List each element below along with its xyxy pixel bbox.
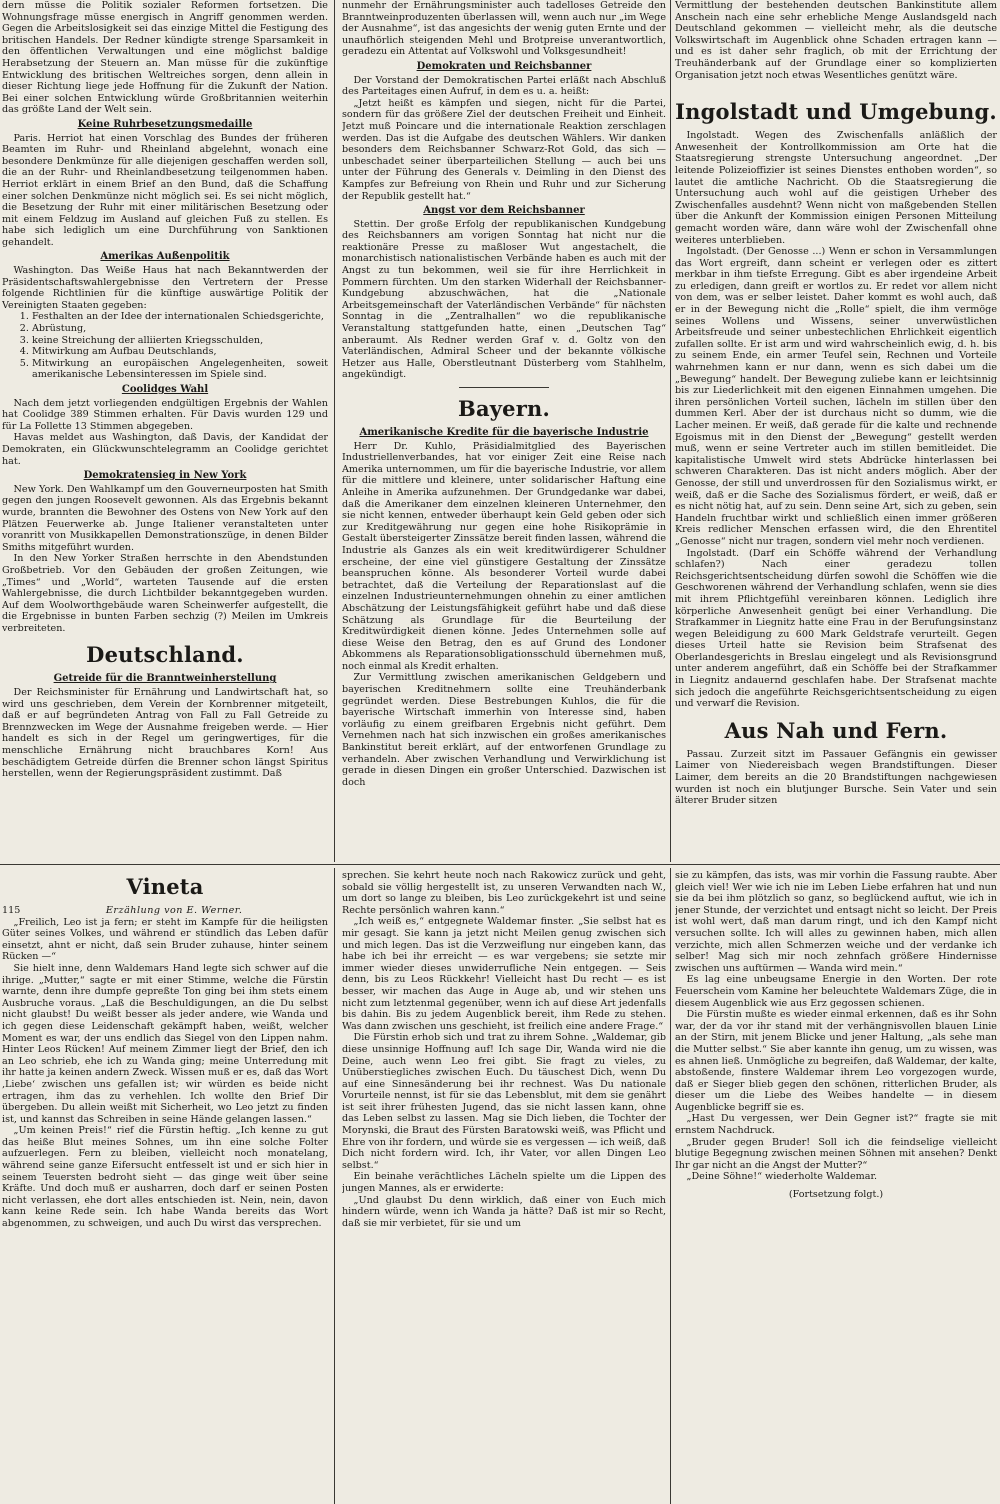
paragraph: Die Fürstin erhob sich und trat zu ihrem Sohne. „Waldemar, gib diese unsinnige Hoffnung auf! Ich sage Dir, Wanda wird nie die Deine, auch wenn Leo frei gibt. Sie fragt zu vieles, zu Unüberstiegliches zwischen Euch. Du täuschest Dich, wenn Du auf eine Sinnesänderung bei ihr rechnest. Was Du nationale Vorurteile nennst, ist für sie das Lebensblut, mit dem sie genährt ist seit ihrer frühesten Jugend, das sie nicht lassen kann, ohne das Leben selbst zu lassen. Mag sie Dich lieben, die Tochter der Morynski, die Braut des Fürsten Baratowski weiß, was Pflicht und Ehre von ihr fordern, und würde sie es vergessen — ich weiß, daß Dich nicht fordern wird. Ich, ihr Vater, vor allen Dingen Leo selbst.“ <box>342 1032 666 1171</box>
article-heading: Getreide für die Branntweinherstellung <box>53 673 277 685</box>
policy-list <box>2 311 328 381</box>
article-heading: Keine Ruhrbesetzungsmedaille <box>77 118 253 130</box>
paragraph: Die Fürstin mußte es wieder einmal erkennen, daß es ihr Sohn war, der da vor ihr stand mit der verhängnisvollen blauen Linie an der Stirn, mit jenem Blicke und jener Haltung, „als sehe man die Mutter selbst.“ Sie aber kannte ihn genug, um zu wissen, was es ahnen ließ. Unmögliche zu begreifen, daß Waldemar, der kalte, abstoßende, finstere Waldemar ihrem Leo vorgezogen wurde, daß er Sieger blieb gegen den schönen, ritterlichen Bruder, als dieser um die Liebe des Weibes handelte — in diesem Augenblicke begriff sie es. <box>675 1009 997 1113</box>
paragraph: Nach dem jetzt vorliegenden endgültigen Ergebnis der Wahlen hat Coolidge 389 Stimmen erhalten. Für Davis wurden 129 und für La Follette 13 Stimmen abgegeben. <box>2 397 328 432</box>
paragraph: Ingolstadt. Wegen des Zwischenfalls anläßlich der Anwesenheit der Kontrollkommission am Orte hat die Staatsregierung strengste Untersuchung angeordnet. „Der leitende Polizeioffizier ist seines Dienstes enthoben worden“, so lautet die amtliche Nachricht. Ob die Staatsregierung die Untersuchung auch wohl auf die geistigen Urheber des Zwischenfalles ausdehnt? Wenn nicht von maßgebenden Stellen über die Ankunft der Kommission einigen Personen Mitteilung gemacht worden wäre, dann wäre wohl der Zwischenfall ohne weiteres unterblieben. <box>675 130 997 246</box>
paragraph: Vermittlung der bestehenden deutschen Bankinstitute allem Anschein nach eine sehr erhebliche Menge Auslandsgeld nach Deutschland gekommen — vielleicht mehr, als die deutsche Volkswirtschaft im Augenblick ohne Schaden ertragen kann — und es ist daher sehr fraglich, ob mit der Errichtung der Treuhänderbank auf der Grundlage einer so komplizierten Organisation jetzt noch etwas Wesentliches genützt wäre. <box>675 0 997 81</box>
article-heading: Amerikanische Kredite für die bayerische Industrie <box>359 427 649 438</box>
paragraph: Ingolstadt. (Darf ein Schöffe während der Verhandlung schlafen?) Nach einer geradezu tollen Reichsgerichtsentscheidung dürfen sowohl die Schöffen wie die Geschworenen während der Verhandlung schlafen, wenn sie dies mit ihrem Pflichtgefühl vereinbaren können. Lediglich ihre körperliche Anwesenheit genügt bei einer Verhandlung. Die Strafkammer in Liegnitz hatte eine Frau in der Berufungsinstanz wegen Beleidigung zu 600 Mark Geldstrafe verurteilt. Gegen dieses Urteil hatte sie Revision beim Strafsenat des Oberlandesgerichts in Breslau eingelegt und als Revisionsgrund unter anderem angeführt, daß ein Schöffe bei der Strafkammer in Liegnitz andauernd geschlafen habe. Der Strafsenat machte sich jedoch die angeführte Reichsgerichtsentscheidung zu eigen und verwarf die Revision. <box>675 547 997 710</box>
paragraph: Ingolstadt. (Der Genosse ...) Wenn er schon in Versammlungen das Wort ergreift, dann scheint er verlegen oder es zittert merkbar in ihm tiefste Erregung. Gibt es aber irgendeine Arbeit zu erledigen, dann greift er wortlos zu. Er redet vor allem nicht von dem, was er selber leistet. Daher kommt es wohl auch, daß er in der Bewegung nicht die „Rolle“ spielt, die ihm vermöge seines Wollens und Wissens, seiner unverwüstlichen Arbeitsfreude und seiner unbestechlichen Ehrlichkeit eigentlich zufallen sollte. Er ist arm und wird wahrscheinlich ewig, d. h. bis zu seinem Ende, ein armer Teufel sein, Rechnen und Vorteile wahrnehmen kann er nur dann, wenn es sich dabei um die „Bewegung“ handelt. Der Bewegung zuliebe kann er leichtsinnig bis zur Liederlichkeit mit den eigenen Einnahmen umgehen. Die ihren persönlichen Vorteil suchen, lächeln im stillen über den dummen Kerl. Aber der ist durchaus nicht so dumm, wie die Lacher meinen. Er weiß, daß gerade für die kalte und rechnende Egoismus mit in den Dienst der „Bewegung“ gestellt werden muß, wenn er seine Vertreter auch im stillen bemitleidet. Die kapitalistische Umwelt wird stets Abdrücke hinterlassen bei schweren Charakteren. Das ist nicht anders möglich. Aber der Genosse, der still und unverdrossen für den Sozialismus wirkt, er weiß, daß er die Sache des Sozialismus fördert, er weiß, daß er es nicht nötig hat, auf zu sein. Denn seine Art, sich zu geben, sein Handeln fruchtbar wirkt und schließlich einen immer größeren Kreis redlicher Menschen erfassen wird, die den Ehrentitel „Genosse“ nicht nur tragen, sondern viel mehr noch verdienen. <box>675 246 997 547</box>
paragraph: „Bruder gegen Bruder! Soll ich die feindselige vielleicht blutige Begegnung zwischen meinen Söhnen mit ansehen? Denkt Ihr gar nicht an die Angst der Mutter?“ <box>675 1136 997 1171</box>
article-heading: Coolidges Wahl <box>121 384 209 395</box>
paragraph: „Jetzt heißt es kämpfen und siegen, nicht für die Partei, sondern für das größere Ziel der deutschen Freiheit und Einheit. Jetzt muß Poincare und die internationale Reaktion zerschlagen werden. Das ist die Aufgabe des deutschen Wählers. Wir danken besonders dem Reichsbanner Schwarz-Rot Gold, das sich — unbeschadet seiner überparteilichen Stellung — auch bei uns unter der Führung des Generals v. Deimling in den Dienst des Kampfes zur Befreiung von Rhein und Ruhr und zur Sicherung der Republik gestellt hat.“ <box>342 97 666 202</box>
continuation-note: (Fortsetzung folgt.) <box>788 1189 884 1201</box>
list-item: 4. Mitwirkung am Aufbau Deutschlands, <box>32 346 328 358</box>
list-item: 1. Festhalten an der Idee der internationalen Schiedsgerichte, <box>32 311 328 323</box>
article-heading: Demokraten und Reichsbanner <box>416 60 592 72</box>
paragraph: Der Reichsminister für Ernährung und Landwirtschaft hat, so wird uns geschrieben, dem Verein der Kornbrenner mitgeteilt, daß er auf begründeten Antrag von Fall zu Fall Getreide zu Brennzwecken im Wege der Ausnahme freigeben werde. — Hier handelt es sich in der Regel um geringwertiges, für die menschliche Ernährung nicht brauchbares Korn! Aus beschädigtem Getreide dürfen die Brenner schon längst Spiritus herstellen, wenn der Regierungspräsident zustimmt. Daß <box>2 687 328 780</box>
paragraph: Der Vorstand der Demokratischen Partei erläßt nach Abschluß des Parteitages einen Aufruf, in dem es u. a. heißt: <box>342 74 666 98</box>
paragraph: sie zu kämpfen, das ists, was mir vorhin die Fassung raubte. Aber gleich viel! Wer wie ich nie im Leben Liebe erfahren hat und nun sie da bei ihm plötzlich so ganz, so beglückend auftut, wie ich in jener Stunde, der verzichtet und entsagt nicht so leicht. Der Preis ist wohl wert, daß man darum ringt, und ich den Kampf nicht versuchen sollte. Ich will alles zu gewinnen haben, mich allen verzichte, mich allen Schmerzen weiche und der verdanke ich selber! Mag sich mir noch zehnfach größere Hindernisse zwischen uns auftürmen — Wanda wird mein.“ <box>675 870 997 974</box>
paragraph: New York. Den Wahlkampf um den Gouverneurposten hat Smith gegen den jungen Roosevelt gewonnen. Als das Ergebnis bekannt wurde, brannten die Bewohner des Ostens von New York auf den Plätzen Feuerwerke ab. Junge Italiener veranstalteten unter voranritt von Musikkapellen Demonstrationszüge, in denen Bilder Smiths mitgeführt wurden. <box>2 483 328 553</box>
paragraph: Paris. Herriot hat einen Vorschlag des Bundes der früheren Beamten im Ruhr- und Rheinland abgelehnt, wonach eine besondere Denkmünze für alle diejenigen geschaffen werden soll, die an der Ruhr- und Rheinlandbesetzung teilgenommen haben. Herriot erklärt in einem Brief an den Bund, daß die Schaffung einer solchen Denkmünze nicht möglich sei. Es sei nicht möglich, die Besetzung der Ruhr mit einer militärischen Besetzung oder mit einem Feldzug im Ausland auf gleichen Fuß zu stellen. Es habe sich lediglich um eine Durchführung von Sanktionen gehandelt. <box>2 132 328 248</box>
paragraph: Es lag eine unbeugsame Energie in den Worten. Der rote Feuerschein vom Kamine her beleuchtete Waldemars Züge, die in diesem Augenblick wie aus Erz gegossen schienen. <box>675 974 997 1009</box>
paragraph: „Freilich, Leo ist ja fern; er steht im Kampfe für die heiligsten Güter seines Volkes, und während er stündlich das Leben dafür einsetzt, ahnt er nicht, daß sein Bruder zuhause, hinter seinem Rücken —“ <box>2 916 328 963</box>
paragraph: Zur Vermittlung zwischen amerikanischen Geldgebern und bayerischen Kreditnehmern sollte eine Treuhänderbank gegründet werden. Diese Bestrebungen Kuhlos, die für die bayerische Wirtschaft immerhin von Interesse sind, haben vorläufig zu einem greifbaren Ergebnis nicht geführt. Dem Vernehmen nach hat sich inzwischen ein großes amerikanisches Bankinstitut bereit erklärt, auf der entworfenen Grundlage zu verhandeln. Aber zwischen Verhandlung und Verwirklichung ist gerade in diesen Dingen ein großer Unterschied. Dazwischen ist doch <box>342 672 666 788</box>
section-separator <box>0 864 1000 865</box>
paragraph: sprechen. Sie kehrt heute noch nach Rakowicz zurück und geht, sobald sie völlig hergestellt ist, zu unseren Verwandten nach W., um dort so lange zu bleiben, bis Leo zurückgekehrt ist und seine Rechte persönlich wahren kann.“ <box>342 870 666 916</box>
column-rule <box>334 0 335 862</box>
section-title: Ingolstadt und Umgebung. <box>675 99 997 125</box>
paragraph: Washington. Das Weiße Haus hat nach Bekanntwerden der Präsidentschaftswahlergebnisse den Vertretern der Presse folgende Richtlinien für die künftige auswärtige Politik der Vereinigten Staaten gegeben: <box>2 265 328 311</box>
paragraph: „Ich weiß es,“ entgegnete Waldemar finster. „Sie selbst hat es mir gesagt. Sie kann ja jetzt nicht Meilen genug zwischen sich und mich legen. Das ist die Verzweiflung nur eingeben kann, das habe ich bei ihr erreicht — es war vergebens; sie setzte mir immer wieder dieses unwiderrufliche Nein entgegen. — Seis denn, bis zu Leos Rückkehr! Vielleicht hast Du recht — es ist besser, wir machen das Auge in Auge ab, und wir stehen uns nicht zum letztenmal gegenüber, wenn ich auf diese Art jedenfalls bis dahin. Bis zu jedem Augenblick bereit, ihm Rede zu stehen. Was dann zwischen uns geschieht, ist freilich eine andere Frage.“ <box>342 916 666 1032</box>
paragraph: dern müsse die Politik sozialer Reformen fortsetzen. Die Wohnungsfrage müsse energisch in Angriff genommen werden. Gegen die Arbeitslosigkeit sei das einzige Mittel die Festigung des britischen Handels. Der Redner kündigte strenge Sparsamkeit in den öffentlichen Verwaltungen und eine möglichst baldige Herabsetzung der Steuern an. Man müsse für die zukünftige Entwicklung des britischen Weltreiches sorgen, denn allein in dieser Richtung liege jede Hoffnung für die Zukunft der Nation. Bei einer solchen Entwicklung würde Großbritannien weiterhin das größte Land der Welt sein. <box>2 0 328 116</box>
serial-column-3 <box>675 870 997 1504</box>
list-item: 5. Mitwirkung an europäischen Angelegenheiten, soweit amerikanische Lebensinteressen im Spiele sind. <box>32 358 328 381</box>
paragraph: „Um keinen Preis!“ rief die Fürstin heftig. „Ich kenne zu gut das heiße Blut meines Sohnes, um ihn eine solche Folter aufzuerlegen. Fern zu bleiben, vielleicht noch monatelang, während seine ganze Eifersucht entfesselt ist und er sich hier in seinem Teuersten bedroht sieht — das ginge weit über seine Kräfte. Und doch muß er ausharren, doch darf er seinen Posten nicht verlassen, ehe dort alles entschieden ist. Nein, nein, davon kann keine Rede sein. Ich habe Wanda bereits das Wort abgenommen, zu schweigen, und auch Du wirst das versprechen. <box>2 1125 328 1230</box>
divider <box>459 387 549 388</box>
section-title: Aus Nah und Fern. <box>724 717 948 743</box>
section-title: Bayern. <box>458 396 550 421</box>
column-1 <box>2 0 328 858</box>
serial-number: 115 <box>2 905 21 916</box>
list-item: 3. keine Streichung der alliierten Kriegsschulden, <box>32 335 328 347</box>
serial-title: Vineta <box>126 874 204 899</box>
column-3 <box>675 0 997 858</box>
paragraph: In den New Yorker Straßen herrschte in den Abendstunden Großbetrieb. Vor den Gebäuden der großen Zeitungen, wie „Times“ und „World“, warteten Tausende auf die ersten Wahlergebnisse, die durch Lichtbilder bekanntgegeben wurden. Auf dem Woolworthgebäude waren Scheinwerfer aufgestellt, die die Ergebnisse in bunten Farben sechzig (?) Meilen im Umkreis verbreiteten. <box>2 553 328 634</box>
serial-header <box>2 905 328 917</box>
list-item: 2. Abrüstung, <box>32 323 328 335</box>
column-rule <box>670 0 671 862</box>
article-heading: Angst vor dem Reichsbanner <box>423 205 585 217</box>
paragraph: „Deine Söhne!“ wiederholte Waldemar. <box>686 1171 878 1183</box>
paragraph: Herr Dr. Kuhlo, Präsidialmitglied des Bayerischen Industriellenverbandes, hat vor einiger Zeit eine Reise nach Amerika unternommen, um für die bayerische Industrie, vor allem für die mittlere und kleinere, unter solidarischer Haftung eine Anleihe in Amerika aufzunehmen. Der Grundgedanke war dabei, daß die Amerikaner dem einzelnen kleineren Unternehmer, den sie nicht kennen, entweder überhaupt kein Geld geben oder sich zur Kreditgewährung nur gegen eine hohe Risikoprämie in Gestalt übersteigerter Zinssätze bereit finden lassen, während die Industrie als Ganzes als ein weit kreditwürdigerer Schuldner erscheine, der eine viel günstigere Gestaltung der Zinssätze beanspruchen könne. Als besonderer Vorteil wurde dabei betrachtet, daß die Verteilung der Reparationslast auf die einzelnen Industrieunternehmungen ohnehin zu einer amtlichen Abschätzung der Leistungsfähigkeit geführt habe und daß diese Schätzung als Grundlage für die Beurteilung der Kreditwürdigkeit dienen könne. Jedes Unternehmen solle auf diese Weise den Betrag, den es auf Grund des Londoner Abkommens als Reparationsobligationsschuld übernehmen muß, noch einmal als Kredit erhalten. <box>342 440 666 672</box>
serial-column-1 <box>2 870 328 1504</box>
paragraph: Sie hielt inne, denn Waldemars Hand legte sich schwer auf die ihrige. „Mutter,“ sagte er mit einer Stimme, welche die Fürstin warnte, denn ihre dumpfe gepreßte Ton ging bei ihm stets einem Ausbruche voraus. „Laß die Beschuldigungen, an die Du selbst nicht glaubst! Du weißt besser als jeder andere, wie Wanda und ich gegen diese Leidenschaft gekämpft haben, weißt, welcher Moment es war, der uns endlich das Siegel von den Lippen nahm. Hinter Leos Rücken! Auf meinem Zimmer liegt der Brief, den ich an Leo schrieb, ehe ich zu Wanda ging; meine Unterredung mit ihr hatte ja keinen andern Zweck. Wissen muß er es, daß das Wort ‚Liebe‘ zwischen uns gefallen ist; wir würden es beide nicht ertragen, ihm das zu verhehlen. Ich wollte den Brief Dir übergeben. Du allein weißt mit Sicherheit, wo Leo jetzt zu finden ist, und kannst das Schreiben in seine Hände gelangen lassen.“ <box>2 962 328 1125</box>
column-rule <box>334 868 335 1504</box>
article-heading: Amerikas Außenpolitik <box>100 251 230 263</box>
section-title: Deutschland. <box>86 642 244 668</box>
paragraph: Ein beinahe verächtliches Lächeln spielte um die Lippen des jungen Mannes, als er erwiderte: <box>342 1171 666 1195</box>
paragraph: nunmehr der Ernährungsminister auch tadelloses Getreide den Branntweinproduzenten überlassen will, wenn auch nur „im Wege der Ausnahme“, ist das angesichts der wenig guten Ernte und der unaufhörlich steigenden Mehl und Brotpreise unverantwortlich, geradezu ein Attentat auf Volkswohl und Volksgesundheit! <box>342 0 666 58</box>
article-heading: Demokratensieg in New York <box>83 470 247 482</box>
serial-column-2 <box>342 870 666 1504</box>
paragraph: „Hast Du vergessen, wer Dein Gegner ist?“ fragte sie mit ernstem Nachdruck. <box>675 1113 997 1137</box>
column-rule <box>670 868 671 1504</box>
paragraph: Stettin. Der große Erfolg der republikanischen Kundgebung des Reichsbanners am vorigen Sonntag hat nicht nur die reaktionäre Presse zu maßloser Wut angestachelt, die monarchistisch nationalistischen Verbände haben es auch mit der Angst zu tun bekommen, weil sie für ihre Herrlichkeit in Pommern fürchten. Um den starken Widerhall der Reichsbanner-Kundgebung abzuschwächen, hat die „Nationale Arbeitsgemeinschaft der Vaterländischen Verbände“ für nächsten Sonntag in die „Zentralhallen“ wo die republikanische Veranstaltung stattgefunden hatte, einen „Deutschen Tag“ anberaumt. Als Redner werden Graf v. d. Goltz von den Vaterländischen, Admiral Scheer und der bekannte völkische Hetzer aus Halle, Oberstleutnant Düsterberg vom Stahlhelm, angekündigt. <box>342 218 666 381</box>
paragraph: Havas meldet aus Washington, daß Davis, der Kandidat der Demokraten, ein Glückwunschtelegramm an Coolidge gerichtet hat. <box>2 432 328 467</box>
serial-byline: Erzählung von E. Werner. <box>105 905 243 916</box>
paragraph: Passau. Zurzeit sitzt im Passauer Gefängnis ein gewisser Laimer von Niedereisbach wegen Brandstiftungen. Dieser Laimer, dem bereits an die 20 Brandstiftungen nachgewiesen wurden ist noch ein blutjunger Bursche. Sein Vater und sein älterer Bruder sitzen <box>675 748 997 807</box>
column-2 <box>342 0 666 858</box>
paragraph: „Und glaubst Du denn wirklich, daß einer von Euch mich hindern würde, wenn ich Wanda ja hätte? Daß ist mir so Recht, daß sie mir verbietet, für sie und um <box>342 1194 666 1229</box>
